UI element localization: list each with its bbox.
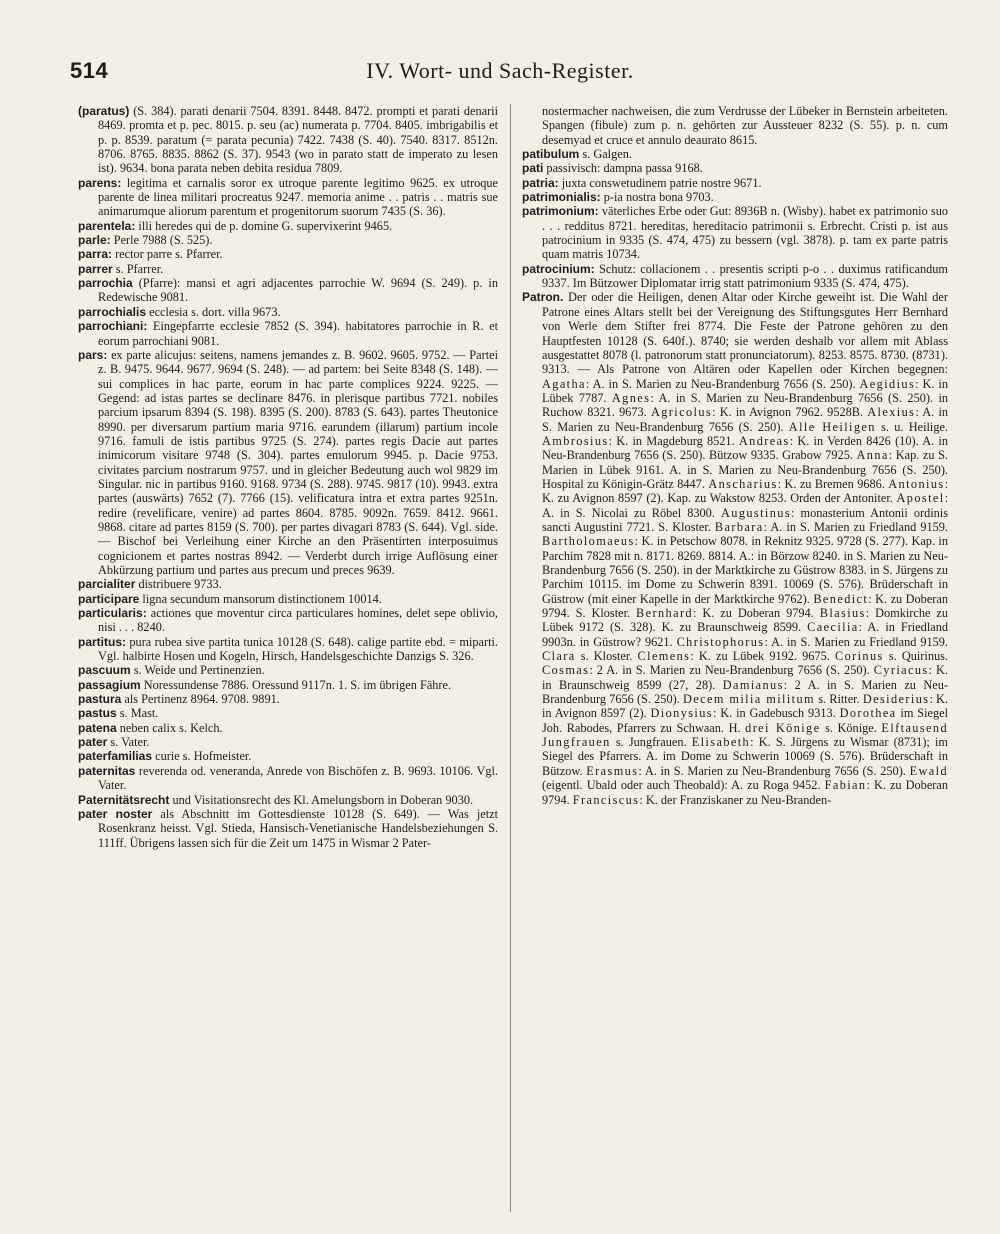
entry-headword: parrochia (78, 276, 133, 291)
index-entry (78, 262, 498, 276)
index-entry (78, 793, 498, 807)
index-entry (78, 749, 498, 763)
index-entry (78, 807, 498, 850)
index-entry (78, 663, 498, 677)
entry-text: Der oder die Heiligen, denen Altar oder Kirche geweiht ist. Die Wahl der Patrone eines Altars stellt bei der Vereignung des Stiftungsgutes Herr Bernhard von Werle dem Stifter frei 8774. Die Feste der Patrone gehören zu den Hauptfesten 10128 (S. 640f.). 8740; sie werden deshalb vor allem mit Ablass ausgestattet 8078 (l. patronorum statt pronunciatorum). 8253. 8575. 8730. (8731). 9313. — Als Patrone von Altären oder Kapellen oder Kirchen begegnen: (542, 290, 948, 377)
index-entry (78, 319, 498, 348)
entry-text: : K. S. Jürgens zu Wismar (8731); im Siegel des Pfarrers. A. im Dome zu Schwerin 10069 (S. 576). Brüderschaft in Bützow. (542, 735, 948, 778)
entry-text: s. Weide und Pertinenzien. (130, 663, 265, 678)
entry-headword: pastura (78, 692, 122, 707)
entry-text: : K. zu Avignon 8597 (2). Kap. zu Wakstow 8253. Orden der Antoniter. (542, 476, 948, 506)
saint-name: Clemens (637, 649, 691, 664)
entry-text: : A. in S. Marien zu Neu-Brandenburg 7656 (S. 250). (542, 405, 948, 434)
entry-text: s. Jungfrauen. (610, 735, 692, 750)
saint-name: Elisabeth (691, 735, 751, 750)
entry-headword: parens: (78, 175, 122, 190)
index-entry (78, 276, 498, 305)
entry-text: : K. zu Doberan 9794. S. Kloster. (542, 591, 948, 621)
entry-text: : K. zu Lübek 9192. 9675. (690, 649, 835, 664)
entry-text: ex parte alicujus: seitens, namens jemandes z. B. 9602. 9605. 9752. — Partei z. B. 9475. 9644. 9677. 9694 (S. 248). — ad partem: bei Seite 8348 (S. 148). — sui complices in hac parte, eorum in hac parte complices 9224. 9225. — Gegend: ad istas partes se declinare 8476. in plerisque partibus 7721. nobiles parcium ipsarum 8394 (S. 198). 8395 (S. 200). 8783 (S. 643). partes Theutonice 8990. per diversarum partium maria 9716. earundem (illarum) partium incole 9716. famuli de istis partibus 9725 (S. 274). partes regis Dacie aut partes inimicorum visitare 9748 (S. 304). partes emulorum 9945. p. Dacie 9753. civitates parcium nostrarum 9757. und in gleicher Bedeutung auch wol 9829 im Singular. nic in partibus 9160. 9168. 9734 (S. 288). 9745. 9817 (10). 9943. extra partes (auswärts) 7652 (7). 7766 (15). velificatura intra et extra partes 9251n. redire (revelificare, venire) ad partes 8604. 8785. 9092n. 7659. 8412. 9661. 9868. citare ad partes 8159 (S. 700). per partes divagari 8783 (S. 644). Vgl. side. — Bischof bei Verleihung einer Kirche an den Präsentirten interposuimus cognicionem et partes nostras 8942. — Verderbt durch irrige Auflösung einer Abkürzung partium und partes aus precum und preces 9639. (98, 347, 498, 577)
entry-headword: Patron. (522, 290, 564, 305)
index-entry (78, 764, 498, 793)
saint-name: drei Könige (745, 720, 821, 735)
saint-name: Cosmas (542, 663, 590, 678)
running-head: IV. Wort- und Sach-Register. (366, 58, 634, 83)
index-entry (522, 176, 948, 190)
entry-text: : Kap. zu S. Marien in Lübek 9161. A. in S. Marien zu Neu-Brandenburg 7656 (S. 250). Hospital zu Königin-Grätz 8447. (542, 448, 948, 491)
continued-entry-text: nostermacher nachweisen, die zum Verdrusse der Lübeker in Bernstein arbeiteten. Spangen (fibule) zum p. n. gehörten zur Aussteuer 8232 (S. 55). p. n. cum desemyad et cruce et annulo deaurato 8615. (542, 104, 948, 147)
saint-name: Agnes (611, 390, 651, 405)
entry-text: : A. in S. Marien zu Friedland 9159. (764, 634, 948, 649)
entry-text: rector parre s. Pfarrer. (112, 247, 223, 262)
entry-text: s. Quirinus. (883, 649, 948, 664)
entry-text: (Pfarre): mansi et agri adjacentes parrochie W. 9694 (S. 249). p. in Redewische 9081. (98, 276, 498, 305)
entry-text: (eigentl. Ubald oder auch Theobald): A. zu Roga 9452. (542, 778, 825, 793)
entry-headword: patria: (522, 175, 559, 190)
entry-text: : K. in Braunschweig 8599 (27, 28). (542, 663, 948, 692)
entry-headword: patrimonialis: (522, 190, 601, 205)
entry-headword: pars: (78, 347, 108, 362)
saint-name: Ambrosius (542, 433, 609, 448)
index-entry (78, 176, 498, 219)
saint-name: Cyriacus (873, 663, 929, 678)
right-column (522, 104, 948, 1216)
saint-name: Decem milia militum (682, 692, 815, 707)
entry-text: Schutz: collacionem . . presentis scripti p-o . . duximus ratificandum 9337. Im Bützower Diplomatar irrig statt patrimonium 9335 (S. 474, 475). (542, 261, 948, 291)
entry-text: im Siegel Joh. Rabodes, Pfarrers zu Schwaan. H. (542, 706, 948, 735)
saint-name: Ewald (909, 763, 948, 778)
entry-text: : 2 A. in S. Marien zu Neu-Brandenburg 7656 (S. 250). (589, 663, 874, 678)
entry-headword: parrer (78, 261, 113, 276)
index-entry (78, 606, 498, 635)
entry-text: legitima et carnalis soror ex utroque parente legitimo 9625. ex utroque parente de linea militari procreatus 9247. memoria anime . . patris . . matris sue animarumque aliorum parentum et progenitorum suorum 7435 (S. 36). (98, 175, 498, 219)
entry-text: : K. in Avignon 8597 (2). (542, 692, 948, 721)
entry-text: : K. der Franziskaner zu Neu-Branden- (639, 792, 832, 807)
entry-text: curie s. Hofmeister. (152, 749, 252, 764)
entry-text: als Pertinenz 8964. 9708. 9891. (121, 692, 280, 707)
entry-text: (S. 384). parati denarii 7504. 8391. 8448. 8472. prompti et parati denarii 8469. promta et p. pec. 8015. p. seu (ac) numerata p. 7704. 8405. imbrigabilis et p. p. 8539. paratum (= parata pecunia) 7422. 7438 (S. 40). 7540. 8317. 8512n. 8706. 8765. 8835. 8862 (S. 37). 9543 (wo in parato statt de imperato zu lesen ist). 9634. bona parata neben debita residua 7809. (98, 104, 498, 176)
entry-text: s. Ritter. (815, 692, 863, 707)
saint-name: Augustinus (720, 505, 792, 520)
entry-text: : A. in Friedland 9903n. in Güstrow? 9621. (542, 620, 948, 649)
index-entry (78, 692, 498, 706)
entry-text: : K. in Gadebusch 9313. (712, 706, 840, 721)
page-number: 514 (70, 58, 109, 83)
entry-headword: partitus: (78, 634, 126, 649)
saint-name: Desiderius (862, 692, 930, 707)
entry-headword: patrocinium: (522, 261, 595, 276)
entry-headword: parrochiani: (78, 319, 148, 334)
index-entry (522, 262, 948, 291)
index-entry (78, 635, 498, 664)
index-entry (78, 233, 498, 247)
index-entry (78, 592, 498, 606)
entry-text: : monasterium Antonii ordinis sancti Augustini 7721. S. Kloster. (542, 505, 948, 534)
entry-headword: pascuum (78, 663, 131, 678)
entry-text: : A. in S. Marien zu Neu-Brandenburg 7656 (S. 250). in Ruchow 8321. 9673. (542, 390, 948, 420)
entry-text: ecclesia s. dort. villa 9673. (146, 304, 281, 319)
entry-text: : K. in Petschow 8078. in Reknitz 9325. 9728 (S. 277). Kap. in Parchim 7828 mit n. 8171. 8269. 8814. A.: in Börzow 8240. in S. Marien zu Neu-Brandenburg 7656 (S. 250). in der Marktkirche zu Güstrow 8383. in S. Jürgens zu Parchim 10115. im Dome zu Schwerin 8391. 10069 (S. 576). Brüderschaft in Güstrow (mit einer Kapelle in der Marktkirche 9762). (542, 534, 948, 606)
entry-text: s. Pfarrer. (112, 261, 164, 276)
saint-name: Christophorus (676, 634, 765, 649)
saint-name: Bernhard (636, 606, 693, 621)
index-entry (78, 735, 498, 749)
saint-name: Antonius (888, 476, 945, 491)
entry-text: Eingepfarrte ecclesie 7852 (S. 394). habitatores parrochie in R. et eorum parrochiani 9081. (98, 319, 498, 348)
entry-text: : A. in S. Marien zu Neu-Brandenburg 7656 (S. 250). (585, 376, 860, 391)
entry-text: s. Vater. (107, 735, 150, 750)
index-entry (78, 348, 498, 578)
entry-text: juxta conswetudinem patrie nostre 9671. (558, 175, 762, 190)
entry-text: s. Könige. (820, 720, 882, 735)
entry-text: s. Mast. (116, 706, 159, 721)
index-entry (78, 706, 498, 720)
index-entry (78, 305, 498, 319)
entry-text: passivisch: dampna passa 9168. (543, 161, 703, 176)
entry-text: : K. in Magdeburg 8521. (608, 433, 739, 448)
saint-name: Anna (856, 448, 889, 463)
entry-text: neben calix s. Kelch. (116, 720, 223, 735)
entry-text: illi heredes qui de p. domine G. supervixerint 9465. (135, 218, 393, 233)
index-entry (522, 204, 948, 261)
entry-headword: pater (78, 735, 108, 750)
entry-text: actiones que moventur circa particulares homines, delet sepe oblivio, nisi . . . 8240. (98, 606, 498, 635)
saint-name: Barbara (714, 519, 764, 534)
saint-name: Benedict (813, 591, 869, 606)
entry-text: ligna secundum mansorum distinctionem 10014. (139, 591, 382, 606)
saint-name: Aegidius (859, 376, 916, 391)
entry-text: und Visitationsrecht des Kl. Amelungsborn in Doberan 9030. (169, 792, 474, 807)
entry-text: : A. in S. Nicolai zu Röbel 8300. (542, 491, 948, 520)
entry-text: reverenda od. veneranda, Anrede von Bischöfen z. B. 9693. 10106. Vgl. Vater. (98, 763, 498, 793)
entry-headword: pati (522, 161, 544, 176)
saint-name: Dionysius (650, 706, 713, 721)
index-entry (522, 190, 948, 204)
entry-headword: particularis: (78, 606, 147, 621)
index-entry (78, 247, 498, 261)
saint-name: Damianus (722, 677, 784, 692)
entry-headword: parle: (78, 233, 111, 248)
entry-text: s. Kloster. (575, 649, 638, 664)
saint-name: Caecilia (807, 620, 859, 635)
entry-headword: participare (78, 591, 140, 606)
entry-headword: patena (78, 720, 117, 735)
column-divider (510, 104, 511, 1212)
entry-text: s. Galgen. (579, 147, 632, 162)
entry-text: als Abschnitt im Gottesdienste 10128 (S. 649). — Was jetzt Rosenkranz heisst. Vgl. Stieda, Hansisch-Venetianische Handelsbeziehungen S. 111ff. Übrigens lassen sich für die Zeit um 1475 in Wismar 2 Pater- (98, 806, 498, 850)
entry-text: : K. zu Doberan 9794. (542, 778, 948, 807)
entry-text: : K. in Avignon 7962. 9528B. (712, 405, 868, 420)
entry-text: Perle 7988 (S. 525). (110, 233, 213, 248)
entry-text: : K. zu Bremen 9686. (777, 476, 889, 491)
index-entry (522, 161, 948, 175)
entry-headword: parentela: (78, 218, 136, 233)
entry-text: s. u. Heilige. (875, 419, 948, 434)
entry-text: : 2 A. in S. Marien zu Neu-Brandenburg 7656 (S. 250). (542, 677, 948, 707)
saint-name: Clara (542, 649, 576, 664)
saint-name: Elftausend Jungfrauen (542, 720, 948, 750)
entry-headword: passagium (78, 677, 141, 692)
saint-name: Bartholomaeus (542, 534, 635, 549)
entry-text: : A. in S. Marien zu Neu-Brandenburg 7656 (S. 250). (638, 763, 910, 778)
entry-headword: parrochialis (78, 304, 147, 319)
entry-text: p-ia nostra bona 9703. (600, 190, 714, 205)
saint-name: Dorothea (839, 706, 897, 721)
entry-headword: patrimonium: (522, 204, 599, 219)
entry-text: : K. zu Doberan 9794. (692, 606, 820, 621)
saint-name: Alle Heiligen (788, 419, 876, 434)
saint-name: Agricolus (650, 405, 713, 420)
index-entry (78, 678, 498, 692)
saint-name: Apostel (896, 491, 945, 506)
index-entry (522, 147, 948, 161)
entry-headword: patibulum (522, 147, 580, 162)
entry-headword: paterfamilias (78, 749, 153, 764)
saint-name: Corinus (834, 649, 884, 664)
saint-name: Erasmus (586, 763, 639, 778)
entry-headword: parra: (78, 247, 113, 262)
saint-name: Blasius (819, 606, 866, 621)
left-column (78, 104, 498, 1216)
saint-name: Anscharius (708, 476, 778, 491)
entry-headword: pastus (78, 706, 117, 721)
saint-name: Fabian (824, 778, 867, 793)
entry-text: pura rubea sive partita tunica 10128 (S. 648). calige partite ebd. = miparti. Vgl. halbirte Hosen und Kogeln, Hirsch, Handelsgeschichte Danzigs S. 326. (98, 634, 498, 664)
entry-text: Noressundense 7886. Oressund 9117n. 1. S. im übrigen Fähre. (140, 677, 452, 692)
entry-text: : K. in Lübek 7787. (542, 376, 948, 405)
entry-headword: pater noster (78, 806, 153, 821)
entry-headword: parcialiter (78, 577, 136, 592)
entry-headword: paternitas (78, 763, 136, 778)
index-entry-patron (522, 290, 948, 806)
entry-text: väterliches Erbe oder Gut: 8936B n. (Wisby). habet ex patrimonio suo . . . redditus 8721. hereditas, hereditacio patrimonii s. Erbrecht. Cristi p. ist aus patrocinium in 9335 (S. 474, 475) zu bessern (vgl. 3878). p. tam ex parte patris quam matris 10734. (542, 204, 948, 262)
entry-text: : K. in Verden 8426 (10). A. in Neu-Brandenburg 7656 (S. 250). Bützow 9335. Grabow 7925. (542, 433, 948, 463)
entry-text: distribuere 9733. (135, 577, 222, 592)
saint-name: Alexius (867, 405, 916, 420)
entry-text: : A. in S. Marien zu Friedland 9159. (763, 519, 948, 534)
index-entry (78, 104, 498, 176)
index-entry (78, 219, 498, 233)
entry-headword: (paratus) (78, 104, 130, 118)
index-entry (78, 721, 498, 735)
index-entry (78, 577, 498, 591)
entry-headword: Paternitätsrecht (78, 792, 170, 807)
saint-name: Agatha (542, 376, 586, 391)
saint-name: Franciscus (572, 792, 640, 807)
entry-text: : Domkirche zu Lübek 9172 (S. 328). K. zu Braunschweig 8599. (542, 606, 948, 635)
saint-name: Andreas (738, 433, 790, 448)
